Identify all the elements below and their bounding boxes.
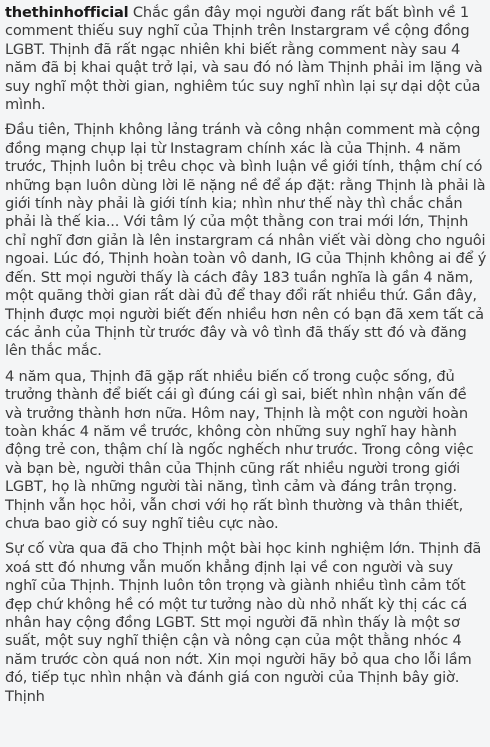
caption-paragraph-1 <box>5 4 487 114</box>
caption-paragraph-4: Sự cố vừa qua đã cho Thịnh một bài học kinh nghiệm lớn. Thịnh đã xoá stt đó nhưng vẫn muốn khẳng định lại về con người và suy nghĩ của Thịnh. Thịnh luôn tôn trọng và giành nhiều tình cảm tốt đẹp chứ không hề có một tư tưởng nào dù nhỏ nhất kỳ thị các cá nhân hay cộng đồng LGBT. Stt mọi người đã nhìn thấy là một sơ suất, một suy nghĩ thiện cận và nông cạn của một thằng nhóc 4 năm trước còn quá non nớt. Xin mọi người hãy bỏ qua cho lỗi lầm đó, tiếp tục nhìn nhận và đánh giá con người của Thịnh bây giờ. Thịnh <box>5 540 482 705</box>
username-link[interactable]: thethinhofficial <box>5 4 129 21</box>
caption-paragraph-1-text: Chắc gần đây mọi người đang rất bất bình về 1 comment thiếu suy nghĩ của Thịnh trên Instargram về cộng đồng LGBT. Thịnh đã rất ngạc nhiên khi biết rằng comment này sau 4 năm đã bị khai quật trở lại, và sau đó nó làm Thịnh phải im lặng và suy nghĩ một thời gian, nghiêm túc suy nghĩ nhìn lại sự dại dột của mình. <box>5 4 483 114</box>
bottom-fade <box>0 735 490 747</box>
caption-paragraph-2: Đầu tiên, Thịnh không lảng tránh và công nhận comment mà cộng đồng mạng chụp lại từ Instagram chính xác là của Thịnh. 4 năm trước, Thịnh luôn bị trêu chọc và bình luận về giới tính, thậm chí có những bạn luôn dùng lời lẽ nặng nề để áp đặt: rằng Thịnh là phải là giới tính này phải là giới tính kia; nhìn như thế này thì chắc chắn phải là thế kia... Với tâm lý của một thằng con trai mới lớn, Thịnh chỉ nghĩ đơn giản là lên instargram cá nhân viết vài dòng cho nguôi ngoai. Lúc đó, Thịnh hoàn toàn vô danh, IG của Thịnh không ai để ý đến. Stt mọi người thấy là cách đây 183 tuần nghĩa là gần 4 năm, một quãng thời gian rất dài đủ để thay đổi rất nhiều thứ. Gần đây, Thịnh được mọi người biết đến nhiều hơn nên có bạn đã xem tất cả các ảnh của Thịnh từ trước đây và vô tình đã thấy stt đó và đăng lên thắc mắc. <box>5 121 487 360</box>
caption-paragraph-3: 4 năm qua, Thịnh đã gặp rất nhiều biến cố trong cuộc sống, đủ trưởng thành để biết cái gì đúng cái gì sai, biết nhìn nhận vấn đề và trưởng thành hơn nữa. Hôm nay, Thịnh là một con người hoàn toàn khác 4 năm về trước, không còn những suy nghĩ hay hành động trẻ con, thậm chí là ngốc nghếch như trước. Trong công việc và bạn bè, người thân của Thịnh cũng rất nhiều người trong giới LGBT, họ là những người tài năng, tình cảm và đáng trân trọng. Thịnh vẫn học hỏi, vẫn chơi với họ rất bình thường và thân thiết, chưa bao giờ có suy nghĩ tiêu cực nào. <box>5 367 474 532</box>
post-caption <box>5 4 487 713</box>
